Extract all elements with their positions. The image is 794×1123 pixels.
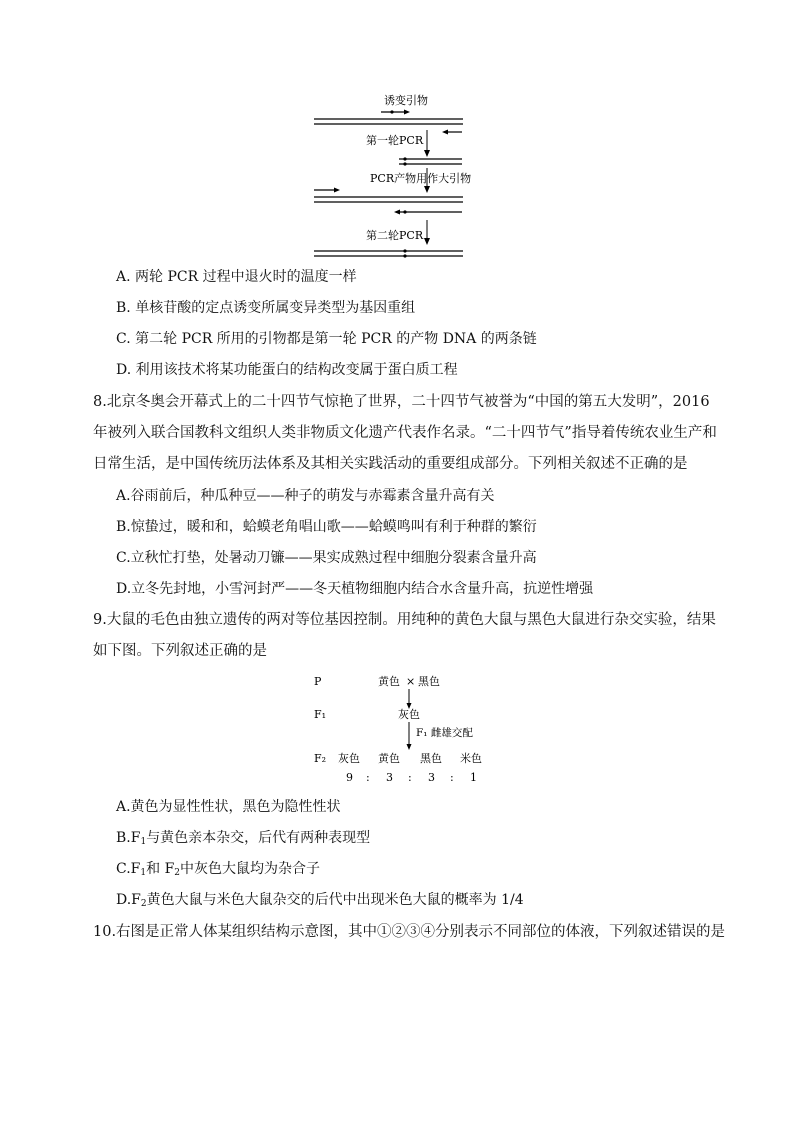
ratio-1: 1 bbox=[470, 771, 477, 784]
ratio-sep-2: : bbox=[408, 771, 412, 784]
pcr-diagram bbox=[300, 88, 475, 263]
cross-symbol: × bbox=[406, 675, 416, 688]
q7-option-d: D. 利用该技术将某功能蛋白的结构改变属于蛋白质工程 bbox=[116, 362, 458, 378]
q9-option-b bbox=[116, 829, 370, 851]
q9-option-b-text: 与黄色亲本杂交，后代有两种表现型 bbox=[146, 830, 371, 846]
q7-option-b: B. 单核苷酸的定点诱变所属变异类型为基因重组 bbox=[116, 300, 416, 316]
f2-black: 黑色 bbox=[420, 752, 442, 765]
q8-option-c: C.立秋忙打垫，处暑动刀镰——果实成熟过程中细胞分裂素含量升高 bbox=[116, 550, 537, 566]
gen-p-label: P bbox=[314, 675, 322, 688]
q9-option-d-text: 黄色大鼠与米色大鼠杂交的后代中出现米色大鼠的概率为 1/4 bbox=[146, 892, 524, 908]
ratio-sep-3: : bbox=[450, 771, 454, 784]
label-round2: 第二轮PCR bbox=[366, 229, 424, 242]
ratio-9: 9 bbox=[346, 771, 353, 784]
f2-yellow: 黄色 bbox=[378, 752, 400, 765]
q9-option-c-mid: 和 F bbox=[146, 861, 175, 877]
q8-stem-line-1: 8.北京冬奥会开幕式上的二十四节气惊艳了世界，二十四节气被誉为“中国的第五大发明”，2016 bbox=[93, 394, 710, 410]
q9-option-a: A.黄色为显性性状，黑色为隐性性状 bbox=[116, 799, 341, 815]
q9-option-c-text: 中灰色大鼠均为杂合子 bbox=[180, 861, 321, 877]
gen-f1-label: F₁ bbox=[314, 708, 327, 721]
q9-option-c bbox=[116, 860, 320, 882]
f2-cream: 米色 bbox=[460, 752, 482, 765]
f2-gray: 灰色 bbox=[338, 752, 360, 765]
gen-f2-label: F₂ bbox=[314, 752, 327, 765]
label-mutagenic-primer: 诱变引物 bbox=[384, 94, 428, 107]
q9-option-c-sub1: 1 bbox=[140, 868, 147, 878]
q8-option-a: A.谷雨前后，种瓜种豆——种子的萌发与赤霉素含量升高有关 bbox=[116, 488, 495, 504]
q9-option-c-sub2: 2 bbox=[174, 868, 181, 878]
ratio-sep-1: : bbox=[366, 771, 370, 784]
q9-option-b-prefix: B.F bbox=[116, 830, 141, 846]
q7-option-a: A. 两轮 PCR 过程中退火时的温度一样 bbox=[116, 269, 357, 285]
label-round1: 第一轮PCR bbox=[366, 134, 424, 147]
ratio-3b: 3 bbox=[428, 771, 435, 784]
q9-option-d-prefix: D.F bbox=[116, 892, 141, 908]
q9-stem-line-1: 9.大鼠的毛色由独立遗传的两对等位基因控制。用纯种的黄色大鼠与黑色大鼠进行杂交实验，结果 bbox=[93, 612, 716, 628]
parent-yellow: 黄色 bbox=[378, 675, 400, 688]
label-product-as-primer: PCR产物用作大引物 bbox=[370, 172, 472, 185]
q8-stem-line-2: 年被列入联合国教科文组织人类非物质文化遗产代表作名录。“二十四节气”指导着传统农业生产和 bbox=[93, 425, 717, 441]
q7-option-c: C. 第二轮 PCR 所用的引物都是第一轮 PCR 的产物 DNA 的两条链 bbox=[116, 331, 537, 347]
rat-cross-diagram bbox=[310, 670, 490, 788]
q9-option-d-sub: 2 bbox=[140, 899, 147, 909]
q8-option-d: D.立冬先封地，小雪河封严——冬天植物细胞内结合水含量升高，抗逆性增强 bbox=[116, 581, 594, 597]
ratio-3a: 3 bbox=[386, 771, 393, 784]
q8-option-b: B.惊蛰过，暖和和，蛤蟆老角唱山歌——蛤蟆鸣叫有利于种群的繁衍 bbox=[116, 519, 537, 535]
q9-option-d bbox=[116, 891, 524, 913]
q9-stem-line-2: 如下图。下列叙述正确的是 bbox=[93, 643, 267, 659]
q9-option-b-sub: 1 bbox=[140, 837, 147, 847]
q10-stem: 10.右图是正常人体某组织结构示意图，其中①②③④分别表示不同部位的体液，下列叙述错误的是 bbox=[93, 924, 726, 940]
q9-option-c-prefix: C.F bbox=[116, 861, 141, 877]
f1-gray: 灰色 bbox=[398, 708, 420, 721]
q8-stem-line-3: 日常生活，是中国传统历法体系及其相关实践活动的重要组成部分。下列相关叙述不正确的是 bbox=[93, 456, 688, 472]
parent-black: 黑色 bbox=[418, 675, 440, 688]
f1-intercross-label: F₁ 雌雄交配 bbox=[416, 727, 473, 739]
